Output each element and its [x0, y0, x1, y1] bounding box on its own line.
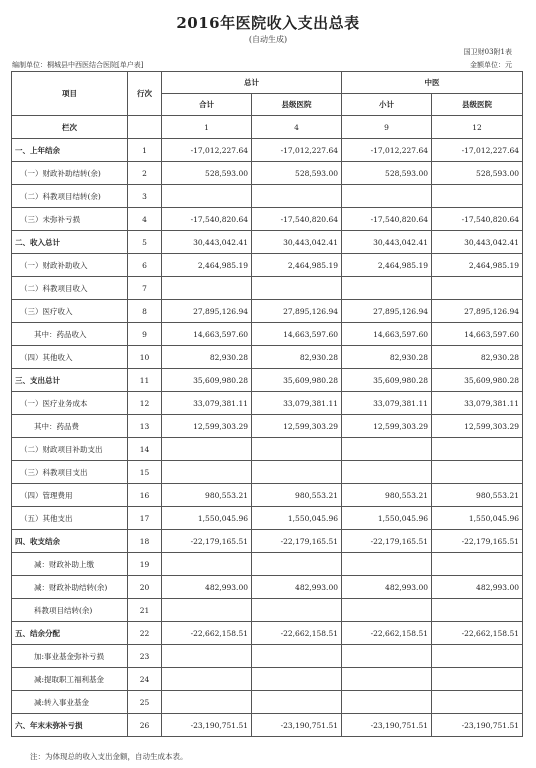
table-row [12, 254, 523, 277]
row-item-label: （二）财政项目补助支出 [12, 438, 128, 461]
row-line-number: 22 [128, 622, 162, 645]
row-value-v3: 27,895,126.94 [342, 300, 432, 323]
table-row [12, 346, 523, 369]
page-subtitle: (自动生成) [248, 35, 288, 44]
row-item-label: 六、年末未弥补亏损 [12, 714, 128, 737]
row-value-v4 [432, 645, 523, 668]
row-value-v2: 4 [252, 116, 342, 139]
row-value-v2: -23,190,751.51 [252, 714, 342, 737]
row-item-label: 二、收入总计 [12, 231, 128, 254]
table-row [12, 323, 523, 346]
row-line-number: 18 [128, 530, 162, 553]
row-value-v3: 2,464,985.19 [342, 254, 432, 277]
table-row [12, 185, 523, 208]
row-value-v1: 14,663,597.60 [162, 323, 252, 346]
currency-unit: 金额单位：元 [470, 61, 512, 69]
row-item-label: 加:事业基金弥补亏损 [12, 645, 128, 668]
table-row [12, 231, 523, 254]
row-line-number: 23 [128, 645, 162, 668]
income-expense-table [11, 71, 523, 737]
row-value-v2 [252, 691, 342, 714]
row-value-v1: -17,012,227.64 [162, 139, 252, 162]
row-value-v2: 33,079,381.11 [252, 392, 342, 415]
table-row [12, 139, 523, 162]
row-value-v4: -22,662,158.51 [432, 622, 523, 645]
row-line-number: 16 [128, 484, 162, 507]
row-value-v2: 980,553.21 [252, 484, 342, 507]
row-value-v1 [162, 185, 252, 208]
row-value-v3 [342, 691, 432, 714]
row-item-label: 减:转入事业基金 [12, 691, 128, 714]
row-line-number: 10 [128, 346, 162, 369]
row-value-v3: 12,599,303.29 [342, 415, 432, 438]
row-value-v2 [252, 185, 342, 208]
table-row [12, 369, 523, 392]
table-row [12, 576, 523, 599]
row-line-number: 24 [128, 668, 162, 691]
row-value-v1 [162, 277, 252, 300]
row-value-v4: 27,895,126.94 [432, 300, 523, 323]
row-value-v1: 1,550,045.96 [162, 507, 252, 530]
row-line-number: 12 [128, 392, 162, 415]
table-row [12, 645, 523, 668]
row-value-v1: 35,609,980.28 [162, 369, 252, 392]
organization-label: 编制单位：桐城县中西医结合医院[单户表] [12, 61, 144, 69]
row-value-v1: -17,540,820.64 [162, 208, 252, 231]
row-line-number: 7 [128, 277, 162, 300]
row-line-number: 14 [128, 438, 162, 461]
row-value-v2: 12,599,303.29 [252, 415, 342, 438]
row-value-v2 [252, 277, 342, 300]
row-line-number: 2 [128, 162, 162, 185]
row-line-number: 17 [128, 507, 162, 530]
row-value-v2: -22,662,158.51 [252, 622, 342, 645]
row-item-label: 栏次 [12, 116, 128, 139]
row-item-label: 减：财政补助结转(余) [12, 576, 128, 599]
column-group-total: 总计 [162, 72, 342, 94]
column-header-line: 行次 [128, 72, 162, 116]
page-title: 2016年医院收入支出总表 [176, 14, 360, 32]
row-value-v2: -22,179,165.51 [252, 530, 342, 553]
row-value-v3: -23,190,751.51 [342, 714, 432, 737]
table-row [12, 208, 523, 231]
table-row [12, 714, 523, 737]
row-value-v1 [162, 691, 252, 714]
row-value-v2 [252, 668, 342, 691]
row-item-label: 其中：药品费 [12, 415, 128, 438]
row-value-v3: 30,443,042.41 [342, 231, 432, 254]
row-value-v4: -22,179,165.51 [432, 530, 523, 553]
row-value-v4: 12,599,303.29 [432, 415, 523, 438]
column-header-total-county: 县级医院 [252, 94, 342, 116]
row-value-v3 [342, 461, 432, 484]
row-value-v2: 482,993.00 [252, 576, 342, 599]
table-row [12, 300, 523, 323]
table-row [12, 415, 523, 438]
table-row [12, 599, 523, 622]
row-value-v3 [342, 185, 432, 208]
row-value-v1: 27,895,126.94 [162, 300, 252, 323]
row-value-v4 [432, 691, 523, 714]
row-value-v1: -23,190,751.51 [162, 714, 252, 737]
row-value-v1 [162, 553, 252, 576]
row-value-v1: 980,553.21 [162, 484, 252, 507]
table-row [12, 277, 523, 300]
row-value-v1: 33,079,381.11 [162, 392, 252, 415]
row-value-v2: -17,540,820.64 [252, 208, 342, 231]
row-value-v2 [252, 645, 342, 668]
row-value-v4: 33,079,381.11 [432, 392, 523, 415]
row-value-v2 [252, 599, 342, 622]
row-value-v1: 12,599,303.29 [162, 415, 252, 438]
row-value-v4: 2,464,985.19 [432, 254, 523, 277]
row-value-v4: 82,930.28 [432, 346, 523, 369]
row-value-v4: 12 [432, 116, 523, 139]
row-item-label: 科教项目结转(余) [12, 599, 128, 622]
row-value-v1: 482,993.00 [162, 576, 252, 599]
row-value-v2: -17,012,227.64 [252, 139, 342, 162]
column-header-item: 项目 [12, 72, 128, 116]
row-value-v4: 980,553.21 [432, 484, 523, 507]
row-line-number: 6 [128, 254, 162, 277]
row-value-v3: 82,930.28 [342, 346, 432, 369]
column-header-tcm-county: 县级医院 [432, 94, 523, 116]
row-value-v1: 82,930.28 [162, 346, 252, 369]
table-row [12, 622, 523, 645]
row-value-v3: 482,993.00 [342, 576, 432, 599]
row-value-v2 [252, 461, 342, 484]
row-value-v4: 30,443,042.41 [432, 231, 523, 254]
row-value-v4 [432, 185, 523, 208]
row-value-v1 [162, 645, 252, 668]
table-row [12, 530, 523, 553]
row-item-label: （二）科教项目结转(余) [12, 185, 128, 208]
row-line-number: 4 [128, 208, 162, 231]
row-value-v3 [342, 438, 432, 461]
row-value-v2: 30,443,042.41 [252, 231, 342, 254]
row-value-v1: -22,662,158.51 [162, 622, 252, 645]
table-row [12, 691, 523, 714]
row-item-label: 其中：药品收入 [12, 323, 128, 346]
row-item-label: 减：财政补助上缴 [12, 553, 128, 576]
table-row [12, 507, 523, 530]
row-item-label: 减:提取职工福利基金 [12, 668, 128, 691]
row-value-v1 [162, 599, 252, 622]
row-value-v3: -17,012,227.64 [342, 139, 432, 162]
row-value-v2: 27,895,126.94 [252, 300, 342, 323]
row-item-label: （一）医疗业务成本 [12, 392, 128, 415]
form-number: 国卫财03附1表 [463, 48, 512, 56]
row-value-v2: 35,609,980.28 [252, 369, 342, 392]
row-item-label: （三）科教项目支出 [12, 461, 128, 484]
row-value-v1 [162, 668, 252, 691]
row-value-v2: 1,550,045.96 [252, 507, 342, 530]
row-line-number: 26 [128, 714, 162, 737]
row-value-v3 [342, 668, 432, 691]
row-value-v4: 1,550,045.96 [432, 507, 523, 530]
footer-note: 注：为体现总的收入支出金额，自动生成本表。 [30, 752, 188, 761]
row-value-v4 [432, 438, 523, 461]
table-row [12, 392, 523, 415]
row-value-v2: 2,464,985.19 [252, 254, 342, 277]
row-line-number: 19 [128, 553, 162, 576]
column-group-tcm: 中医 [342, 72, 523, 94]
row-item-label: 五、结余分配 [12, 622, 128, 645]
row-value-v3 [342, 277, 432, 300]
row-value-v3 [342, 553, 432, 576]
row-value-v4: -23,190,751.51 [432, 714, 523, 737]
row-line-number: 13 [128, 415, 162, 438]
row-item-label: （二）科教项目收入 [12, 277, 128, 300]
row-value-v4: 482,993.00 [432, 576, 523, 599]
row-value-v1: 2,464,985.19 [162, 254, 252, 277]
row-line-number: 11 [128, 369, 162, 392]
row-value-v2 [252, 438, 342, 461]
table-row [12, 438, 523, 461]
row-line-number: 1 [128, 139, 162, 162]
row-item-label: 四、收支结余 [12, 530, 128, 553]
row-item-label: （五）其他支出 [12, 507, 128, 530]
row-value-v2: 82,930.28 [252, 346, 342, 369]
table-row [12, 461, 523, 484]
row-value-v2 [252, 553, 342, 576]
row-value-v4 [432, 599, 523, 622]
row-line-number: 20 [128, 576, 162, 599]
row-line-number: 9 [128, 323, 162, 346]
row-line-number: 8 [128, 300, 162, 323]
row-item-label: 三、支出总计 [12, 369, 128, 392]
column-header-total-sum: 合计 [162, 94, 252, 116]
row-item-label: （四）管理费用 [12, 484, 128, 507]
row-value-v4: -17,540,820.64 [432, 208, 523, 231]
row-value-v3: -22,179,165.51 [342, 530, 432, 553]
row-line-number: 21 [128, 599, 162, 622]
row-value-v1: -22,179,165.51 [162, 530, 252, 553]
row-value-v2: 14,663,597.60 [252, 323, 342, 346]
row-value-v1 [162, 461, 252, 484]
row-value-v3: 528,593.00 [342, 162, 432, 185]
row-value-v3: 1,550,045.96 [342, 507, 432, 530]
table-row [12, 553, 523, 576]
table-row [12, 668, 523, 691]
row-value-v3: 14,663,597.60 [342, 323, 432, 346]
row-value-v3: -22,662,158.51 [342, 622, 432, 645]
row-value-v4: -17,012,227.64 [432, 139, 523, 162]
row-item-label: （三）医疗收入 [12, 300, 128, 323]
row-value-v3 [342, 645, 432, 668]
header-row-groups [12, 72, 523, 94]
row-line-number: 3 [128, 185, 162, 208]
row-value-v3 [342, 599, 432, 622]
row-line-number: 25 [128, 691, 162, 714]
row-value-v3: 33,079,381.11 [342, 392, 432, 415]
column-header-tcm-sub: 小计 [342, 94, 432, 116]
row-line-number: 5 [128, 231, 162, 254]
row-value-v4 [432, 461, 523, 484]
row-value-v4 [432, 668, 523, 691]
row-value-v3: -17,540,820.64 [342, 208, 432, 231]
row-value-v3: 980,553.21 [342, 484, 432, 507]
row-item-label: （三）未弥补亏损 [12, 208, 128, 231]
table-row [12, 162, 523, 185]
row-item-label: （一）财政补助结转(余) [12, 162, 128, 185]
table-row [12, 116, 523, 139]
row-value-v1 [162, 438, 252, 461]
row-value-v3: 9 [342, 116, 432, 139]
row-value-v1: 1 [162, 116, 252, 139]
row-line-number [128, 116, 162, 139]
row-item-label: 一、上年结余 [12, 139, 128, 162]
row-value-v4: 35,609,980.28 [432, 369, 523, 392]
row-value-v4 [432, 277, 523, 300]
row-value-v4: 528,593.00 [432, 162, 523, 185]
table-row [12, 484, 523, 507]
row-line-number: 15 [128, 461, 162, 484]
row-item-label: （一）财政补助收入 [12, 254, 128, 277]
row-value-v4: 14,663,597.60 [432, 323, 523, 346]
row-value-v3: 35,609,980.28 [342, 369, 432, 392]
row-value-v2: 528,593.00 [252, 162, 342, 185]
table-body [12, 116, 523, 737]
row-value-v4 [432, 553, 523, 576]
row-value-v1: 528,593.00 [162, 162, 252, 185]
row-value-v1: 30,443,042.41 [162, 231, 252, 254]
row-item-label: （四）其他收入 [12, 346, 128, 369]
